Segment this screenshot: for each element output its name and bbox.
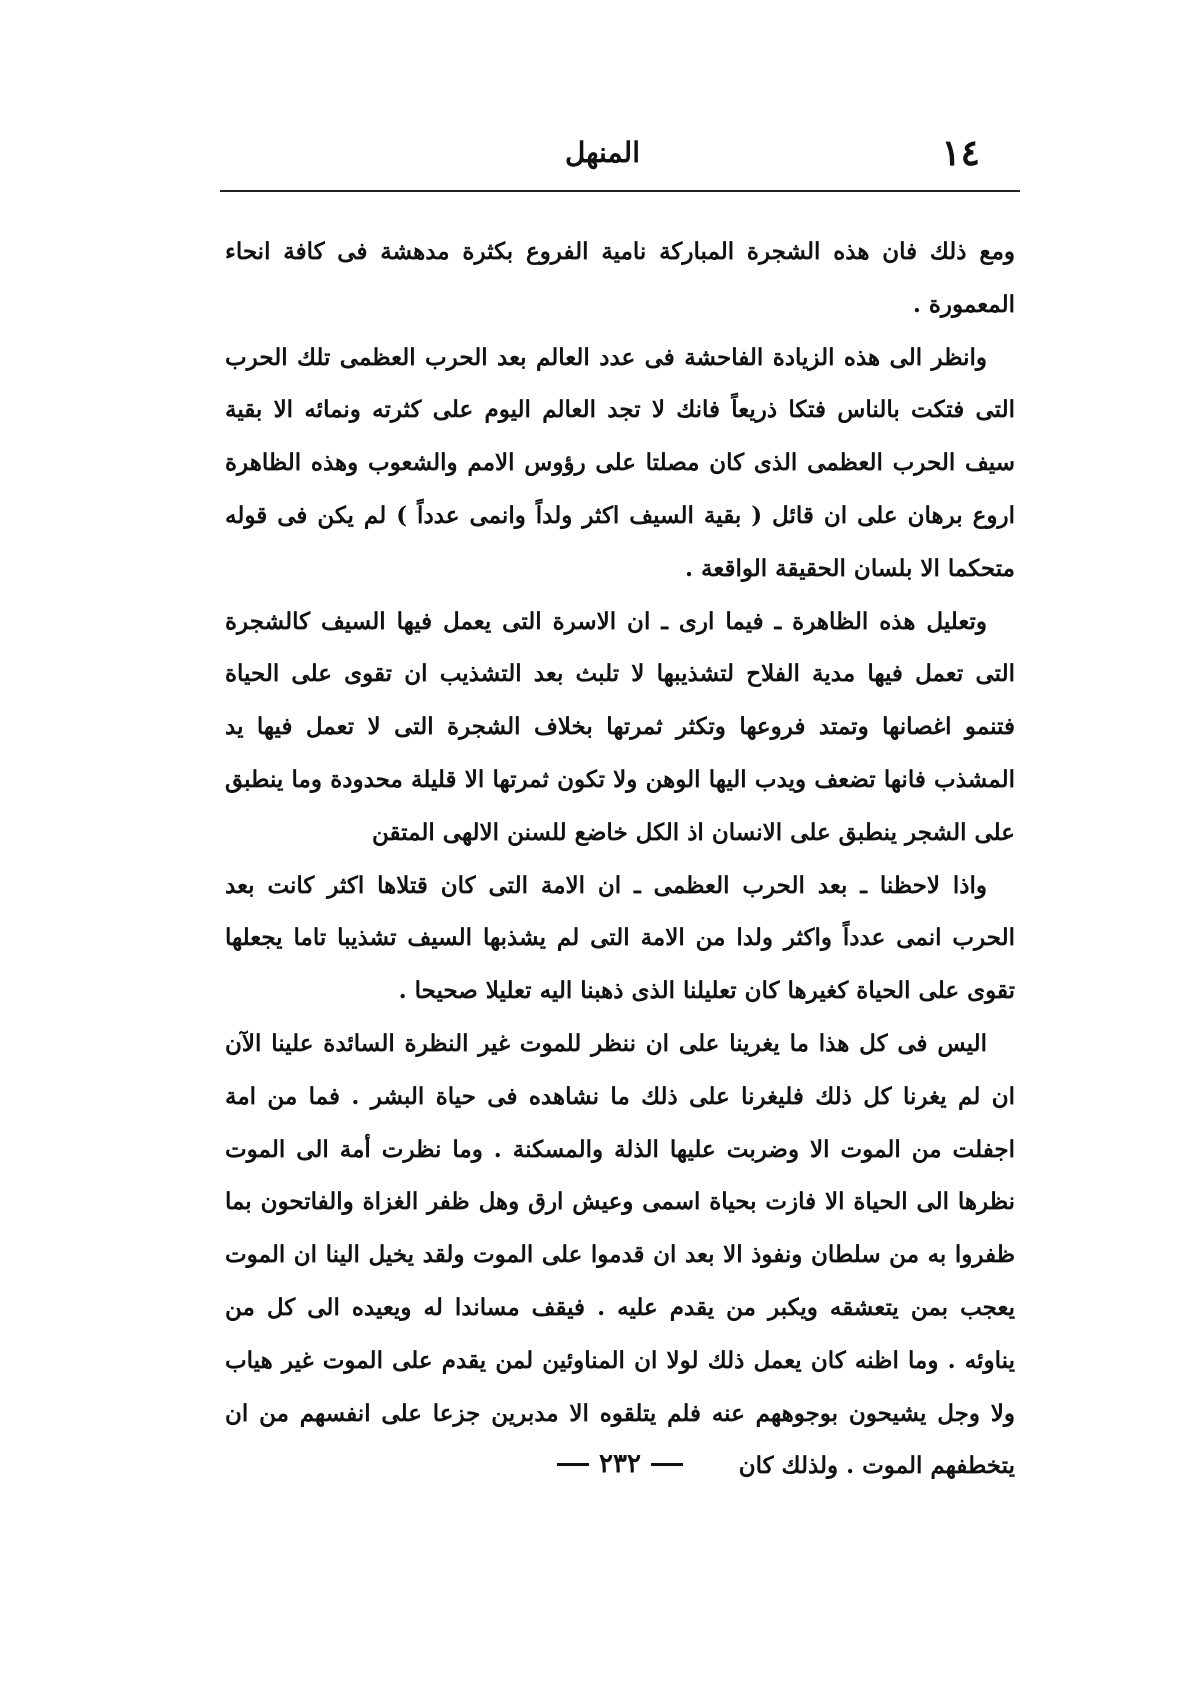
header-divider: [220, 190, 1020, 192]
footer-page-number: ٢٣٢: [599, 1449, 641, 1479]
footer-dash-right: [651, 1463, 683, 1466]
paragraph: واذا لاحظنا ـ بعد الحرب العظمى ـ ان الامة التى كان قتلاها اكثر كانت بعد الحرب انمى عدداً واكثر ولدا من الامة التى لم يشذبها السيف تشذيبا تاما يجعلها تقوى على الحياة كغيرها كان تعليلنا الذى ذهبنا اليه تعليلا صحيحا .: [225, 871, 1015, 1005]
article-body: [225, 226, 1015, 1493]
footer-dash-left: [557, 1463, 589, 1466]
page-footer: [220, 1444, 1020, 1484]
running-title: المنهل: [564, 136, 640, 169]
footer-page-marker: [557, 1444, 683, 1484]
page-number: ١٤: [941, 132, 980, 174]
paragraph: اليس فى كل هذا ما يغرينا على ان ننظر للموت غير النظرة السائدة علينا الآن ان لم يغرنا كل ذلك فليغرنا على ذلك ما نشاهده فى حياة البشر . فما من امة اجفلت من الموت الا وضربت عليها الذلة والمسكنة . وما نظرت أمة الى الموت نظرها الى الحياة الا فازت بحياة اسمى وعيش ارق وهل ظفر الغزاة والفاتحون بما ظفروا به من سلطان ونفوذ الا بعد ان قدموا على الموت ولقد يخيل الينا ان الموت يعجب بمن يتعشقه ويكبر من يقدم عليه . فيقف مساندا له ويعيده الى كل من يناوئه . وما اظنه كان يعمل ذلك لولا ان المناوئين لمن يقدم على الموت غير هياب ولا وجل يشيحون بوجوههم عنه فلم يتلقوه الا مدبرين جزعا على انفسهم من ان يتخطفهم الموت . ولذلك كان: [225, 1029, 1015, 1480]
page-header: [220, 128, 1020, 178]
paragraph: وتعليل هذه الظاهرة ـ فيما ارى ـ ان الاسرة التى يعمل فيها السيف كالشجرة التى تعمل فيها مدية الفلاح لتشذيبها لا تلبث بعد التشذيب ان تقوى على الحياة فتنمو اغصانها وتمتد فروعها وتكثر ثمرتها بخلاف الشجرة التى لا تعمل فيها يد المشذب فانها تضعف ويدب اليها الوهن ولا تكون ثمرتها الا قليلة محدودة وما ينطبق على الشجر ينطبق على الانسان اذ الكل خاضع للسنن الالهى المتقن: [225, 607, 1015, 846]
paragraph: ومع ذلك فان هذه الشجرة المباركة نامية الفروع بكثرة مدهشة فى كافة انحاء المعمورة .: [225, 238, 1015, 318]
paragraph: وانظر الى هذه الزيادة الفاحشة فى عدد العالم بعد الحرب العظمى تلك الحرب التى فتكت بالناس فتكا ذريعاً فانك لا تجد العالم اليوم على كثرته ونمائه الا بقية سيف الحرب العظمى الذى كان مصلتا على رؤوس الامم والشعوب وهذه الظاهرة اروع برهان على ان قائل ( بقية السيف اكثر ولداً وانمى عدداً ) لم يكن فى قوله متحكما الا بلسان الحقيقة الواقعة .: [225, 343, 1015, 582]
